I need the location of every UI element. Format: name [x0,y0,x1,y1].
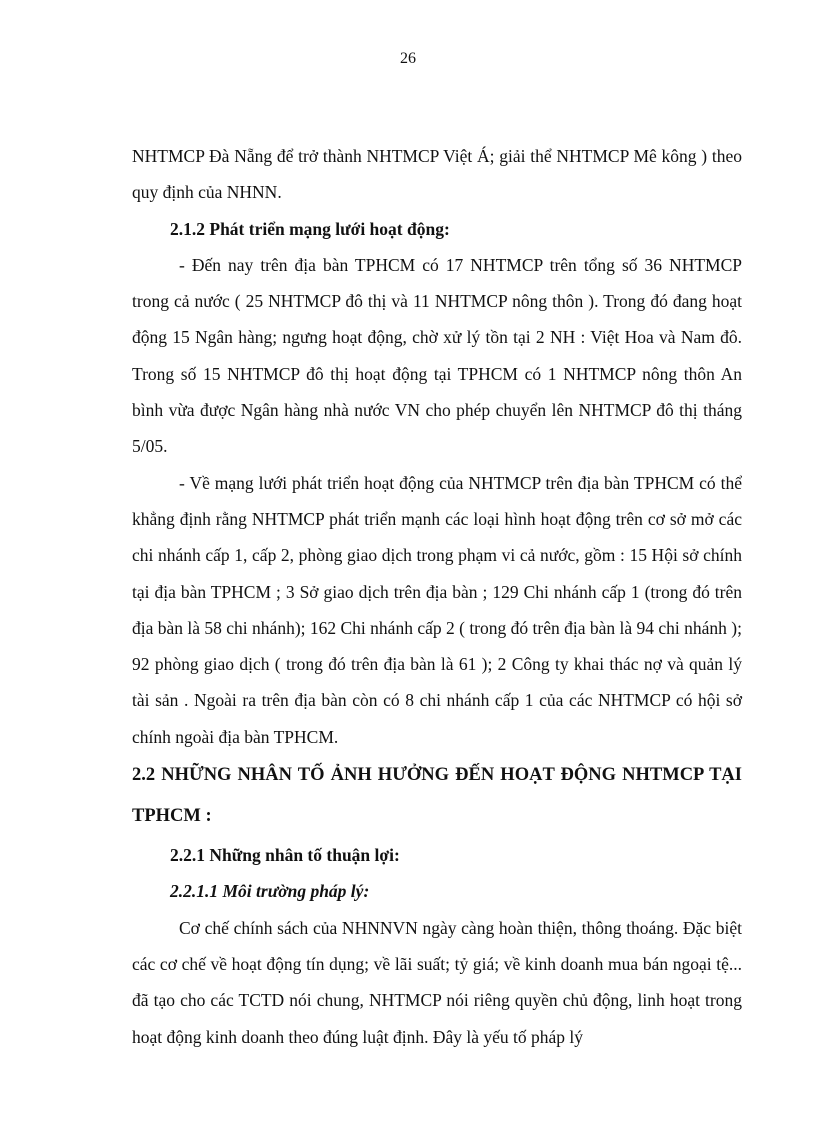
page-number: 26 [400,50,416,67]
paragraph-legal-environment: Cơ chế chính sách của NHNNVN ngày càng hoàn thiện, thông thoáng. Đặc biệt các cơ chế về hoạt động tín dụng; về lãi suất; tỷ giá; về kinh doanh mua bán ngoại tệ... đã tạo cho các TCTD nói chung, NHTMCP nói riêng quyền chủ động, linh hoạt trong hoạt động kinh doanh theo đúng luật định. Đây là yếu tố pháp lý [132,917,742,1047]
paragraph-continued: NHTMCP Đà Nẵng để trở thành NHTMCP Việt Á; giải thể NHTMCP Mê kông ) theo quy định của NHNN. [132,146,742,203]
section-heading-2-2-1-1: 2.2.1.1 Môi trường pháp lý: [170,881,370,902]
paragraph-network-overview: - Đến nay trên địa bàn TPHCM có 17 NHTMCP trên tổng số 36 NHTMCP trong cả nước ( 25 NHTMCP đô thị và 11 NHTMCP nông thôn ). Trong đó đang hoạt động 15 Ngân hàng; ngưng hoạt động, chờ xử lý tồn tại 2 NH : Việt Hoa và Nam đô. Trong số 15 NHTMCP đô thị hoạt động tại TPHCM có 1 NHTMCP nông thôn An bình vừa được Ngân hàng nhà nước VN cho phép chuyển lên NHTMCP đô thị tháng 5/05. [132,254,742,457]
document-body [132,138,742,1055]
section-heading-2-2: 2.2 NHỮNG NHÂN TỐ ẢNH HƯỞNG ĐẾN HOẠT ĐỘNG NHTMCP TẠI TPHCM : [132,765,742,827]
section-heading-2-1-2: 2.1.2 Phát triển mạng lưới hoạt động: [170,218,450,239]
section-heading-2-2-1: 2.2.1 Những nhân tố thuận lợi: [170,845,400,866]
paragraph-network-development: - Về mạng lưới phát triển hoạt động của NHTMCP trên địa bàn TPHCM có thể khẳng định rằng NHTMCP phát triển mạnh các loại hình hoạt động trên cơ sở mở các chi nhánh cấp 1, cấp 2, phòng giao dịch trong phạm vi cả nước, gồm : 15 Hội sở chính tại địa bàn TPHCM ; 3 Sở giao dịch trên địa bàn ; 129 Chi nhánh cấp 1 (trong đó trên địa bàn là 58 chi nhánh); 162 Chi nhánh cấp 2 ( trong đó trên địa bàn là 94 chi nhánh ); 92 phòng giao dịch ( trong đó trên địa bàn là 61 ); 2 Công ty khai thác nợ và quản lý tài sản . Ngoài ra trên địa bàn còn có 8 chi nhánh cấp 1 của các NHTMCP có hội sở chính ngoài địa bàn TPHCM. [132,472,742,747]
